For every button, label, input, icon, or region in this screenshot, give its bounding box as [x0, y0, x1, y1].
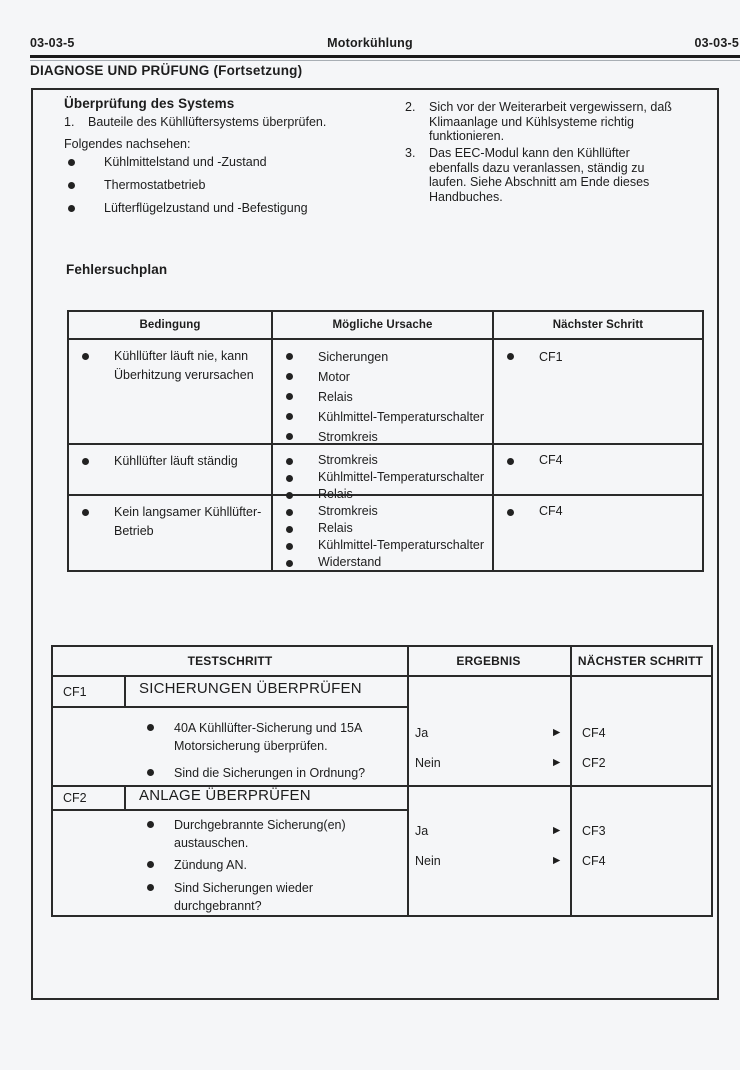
cause-text: Kühlmittel-Temperaturschalter [318, 470, 485, 484]
result-label: Ja [415, 726, 429, 740]
bullet-icon [147, 861, 154, 868]
test-step-title: SICHERUNGEN ÜBERPRÜFEN [139, 680, 362, 697]
fault-chart-table [67, 310, 704, 572]
next-step-value: CF4 [539, 504, 563, 518]
test-step-table [51, 645, 713, 917]
header-rule-shadow [30, 60, 740, 61]
checklist-item [68, 155, 267, 170]
cause-text: Kühlmittel-Temperaturschalter [318, 538, 485, 552]
bullet-icon [286, 433, 293, 440]
bullet-icon [147, 821, 154, 828]
cause-text: Relais [318, 487, 353, 501]
arrow-right-icon: ▶ [553, 855, 561, 866]
action-text: 40A Kühllüfter-Sicherung und 15A Motorsicherung überprüfen. [174, 721, 362, 753]
causes-cell [273, 340, 494, 445]
step-number: 1. [64, 115, 75, 129]
next-step-cell [494, 496, 702, 570]
action-text: Sind die Sicherungen in Ordnung? [174, 766, 366, 780]
bullet-icon [82, 458, 89, 465]
bullet-icon [286, 413, 293, 420]
bullet-icon [68, 159, 75, 166]
result-label: Nein [415, 756, 441, 770]
cause-text: Stromkreis [318, 430, 378, 444]
action-item [147, 879, 396, 915]
bullet-icon [82, 509, 89, 516]
step-title-divider [53, 809, 407, 811]
bullet-icon [286, 393, 293, 400]
page-number-right: 03-03-5 [694, 36, 739, 50]
cause-text: Stromkreis [318, 504, 378, 518]
column-header-ergebnis: ERGEBNIS [456, 654, 521, 668]
fault-chart-title: Fehlersuchplan [66, 262, 168, 277]
cause-text: Stromkreis [318, 453, 378, 467]
action-item [147, 856, 247, 874]
bullet-icon [68, 205, 75, 212]
table-divider-vertical [570, 647, 572, 915]
column-header-bedingung: Bedingung [69, 312, 273, 340]
bullet-icon [286, 560, 293, 567]
condition-text: Kein langsamer Kühllüfter-Betrieb [114, 505, 262, 538]
action-text: Zündung AN. [174, 858, 247, 872]
test-step-title: ANLAGE ÜBERPRÜFEN [139, 787, 311, 804]
action-item [147, 719, 396, 755]
step-text: Das EEC-Modul kann den Kühllüfter ebenfalls dazu veranlassen, ständig zu laufen. Siehe Abschnitt am Ende dieses Handbuches. [429, 146, 650, 204]
step-id-divider [124, 785, 126, 809]
result-label: Ja [415, 824, 429, 838]
test-step-id: CF1 [63, 685, 87, 699]
bullet-icon [286, 543, 293, 550]
next-step-value: CF4 [582, 726, 606, 740]
condition-text: Kühllüfter läuft ständig [114, 454, 238, 468]
bullet-icon [68, 182, 75, 189]
step-number: 3. [405, 146, 416, 160]
next-step-cell [494, 340, 702, 445]
condition-cell [69, 445, 273, 496]
step-id-divider [124, 675, 126, 706]
result-label: Nein [415, 854, 441, 868]
cause-text: Widerstand [318, 555, 382, 569]
bullet-icon [286, 353, 293, 360]
causes-cell [273, 445, 494, 501]
condition-cell [69, 340, 273, 445]
bullet-icon [286, 526, 293, 533]
arrow-right-icon: ▶ [553, 825, 561, 836]
bullet-icon [286, 509, 293, 516]
bullet-icon [82, 353, 89, 360]
checklist-item [68, 201, 308, 216]
condition-text: Kühllüfter läuft nie, kann Überhitzung verursachen [114, 349, 254, 382]
bullet-icon [147, 884, 154, 891]
next-step-value: CF3 [582, 824, 606, 838]
cause-text: Motor [318, 370, 350, 384]
next-step-value: CF1 [539, 350, 563, 364]
bullet-icon [507, 458, 514, 465]
bullet-icon [286, 458, 293, 465]
cause-text: Relais [318, 521, 353, 535]
table-divider-horizontal [53, 675, 711, 677]
running-title: Motorkühlung [327, 36, 413, 50]
cause-text: Kühlmittel-Temperaturschalter [318, 410, 485, 424]
step-text: Bauteile des Kühllüftersystems überprüfen. [88, 115, 327, 129]
column-header-naechster-schritt: NÄCHSTER SCHRITT [577, 654, 704, 668]
cause-text: Sicherungen [318, 350, 389, 364]
checklist-item-label: Thermostatbetrieb [104, 178, 206, 192]
step-title-divider [53, 706, 407, 708]
condition-cell [69, 496, 273, 570]
table-divider-vertical [407, 647, 409, 915]
action-item [147, 816, 396, 852]
next-step-value: CF4 [539, 453, 563, 467]
bullet-icon [286, 475, 293, 482]
system-check-title: Überprüfung des Systems [64, 96, 235, 111]
section-heading: DIAGNOSE UND PRÜFUNG (Fortsetzung) [30, 63, 303, 78]
header-rule [30, 55, 740, 58]
arrow-right-icon: ▶ [553, 727, 561, 738]
column-header-moegliche-ursache: Mögliche Ursache [273, 312, 494, 340]
column-header-testschritt: TESTSCHRITT [187, 654, 273, 668]
action-text: Durchgebrannte Sicherung(en) austauschen. [174, 818, 346, 850]
next-step-value: CF4 [582, 854, 606, 868]
checklist-item [68, 178, 205, 193]
step-text: Sich vor der Weiterarbeit vergewissern, daß Klimaanlage und Kühlsysteme richtig funktionieren. [429, 100, 672, 144]
next-step-value: CF2 [582, 756, 606, 770]
next-step-cell [494, 445, 702, 496]
bullet-icon [286, 373, 293, 380]
bullet-icon [507, 509, 514, 516]
bullet-icon [147, 724, 154, 731]
action-text: Sind Sicherungen wieder durchgebrannt? [174, 881, 313, 913]
checklist-intro: Folgendes nachsehen: [64, 137, 191, 151]
page-number-left: 03-03-5 [30, 36, 75, 50]
step-number: 2. [405, 100, 416, 114]
checklist-item-label: Lüfterflügelzustand und -Befestigung [104, 201, 308, 215]
action-item [147, 764, 365, 782]
test-step-id: CF2 [63, 791, 87, 805]
causes-cell [273, 496, 494, 570]
bullet-icon [507, 353, 514, 360]
cause-text: Relais [318, 390, 353, 404]
checklist-item-label: Kühlmittelstand und -Zustand [104, 155, 267, 169]
bullet-icon [147, 769, 154, 776]
arrow-right-icon: ▶ [553, 757, 561, 768]
column-header-naechster-schritt: Nächster Schritt [494, 312, 702, 340]
